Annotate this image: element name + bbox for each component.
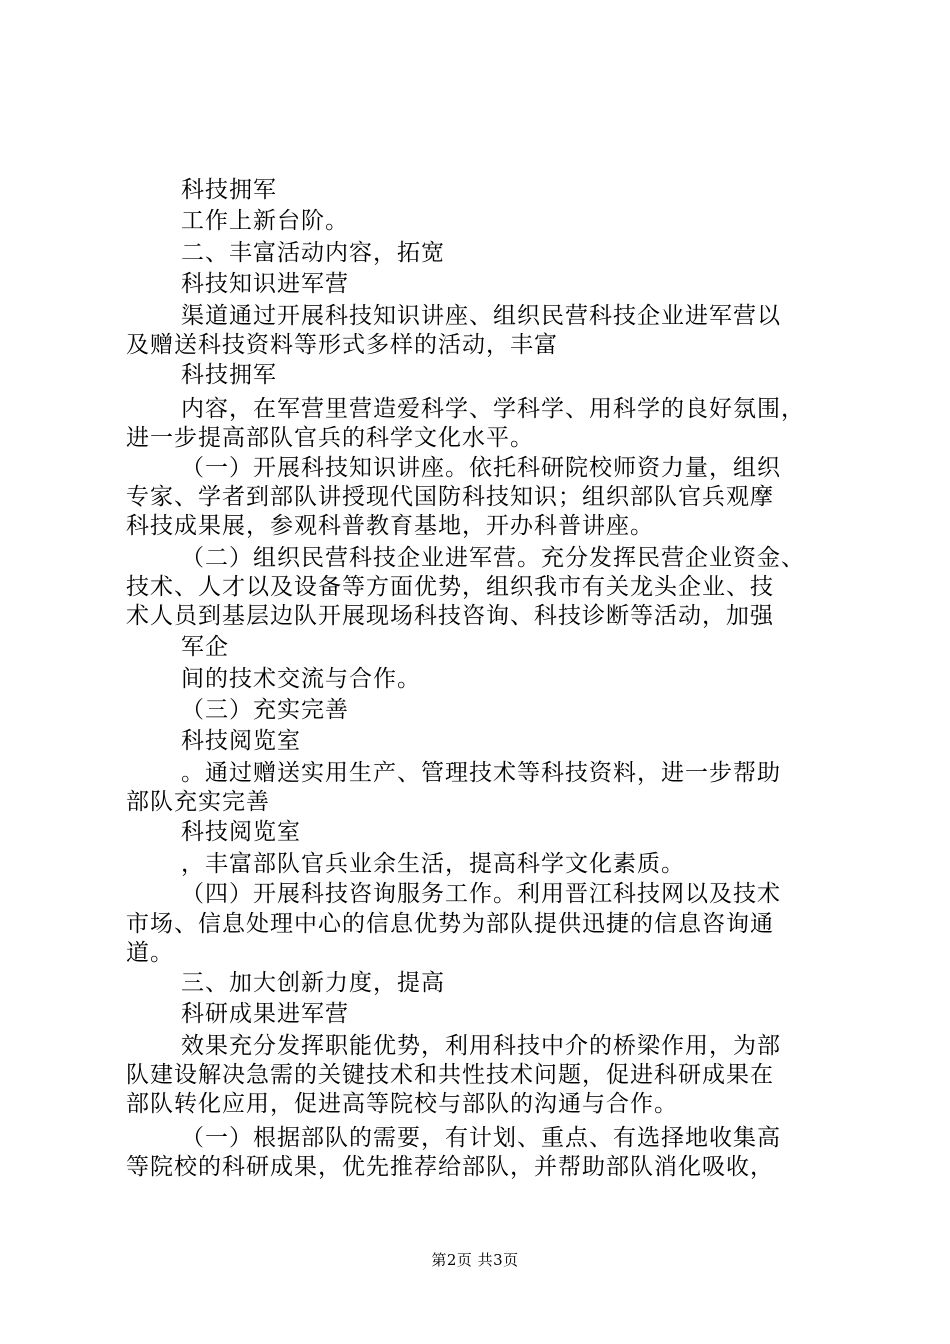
text-line: 效果充分发挥职能优势，利用科技中介的桥梁作用，为部 <box>181 1033 781 1059</box>
text-line: 及赠送科技资料等形式多样的活动，丰富 <box>126 332 558 358</box>
text-line: 科技知识进军营 <box>181 271 349 297</box>
text-line: 工作上新台阶。 <box>181 208 349 234</box>
text-line: 。通过赠送实用生产、管理技术等科技资料，进一步帮助 <box>181 760 781 786</box>
text-line: 科技拥军 <box>181 177 277 203</box>
text-line: （一）开展科技知识讲座。依托科研院校师资力量，组织 <box>181 455 781 481</box>
text-line: 科技阅览室 <box>181 728 301 754</box>
text-line: 市场、信息处理中心的信息优势为部队提供迅捷的信息咨询通 <box>126 911 774 937</box>
text-line: 部队充实完善 <box>126 789 270 815</box>
text-line: 渠道通过开展科技知识讲座、组织民营科技企业进军营以 <box>181 303 781 329</box>
text-line: 科技阅览室 <box>181 819 301 845</box>
text-line: 内容，在军营里营造爱科学、学科学、用科学的良好氛围， <box>181 396 805 422</box>
text-line: 三、加大创新力度，提高 <box>181 970 445 996</box>
text-line: 技术、人才以及设备等方面优势，组织我市有关龙头企业、技 <box>126 574 774 600</box>
page-number: 第2页 共3页 <box>431 1251 519 1269</box>
text-line: 军企 <box>181 634 229 660</box>
text-line: 专家、学者到部队讲授现代国防科技知识；组织部队官兵观摩 <box>126 484 774 510</box>
text-line: 科技成果展，参观科普教育基地，开办科普讲座。 <box>126 513 654 539</box>
text-line: 科技拥军 <box>181 362 277 388</box>
text-line: 科研成果进军营 <box>181 1001 349 1027</box>
text-line: 队建设解决急需的关键技术和共性技术问题，促进科研成果在 <box>126 1062 774 1088</box>
text-line: 等院校的科研成果，优先推荐给部队，并帮助部队消化吸收， <box>126 1154 774 1180</box>
text-line: （一）根据部队的需要，有计划、重点、有选择地收集高 <box>181 1125 781 1151</box>
text-line: ，丰富部队官兵业余生活，提高科学文化素质。 <box>181 851 685 877</box>
text-line: 部队转化应用，促进高等院校与部队的沟通与合作。 <box>126 1091 678 1117</box>
text-line: 术人员到基层边队开展现场科技咨询、科技诊断等活动，加强 <box>126 603 774 629</box>
text-line: （三）充实完善 <box>181 697 349 723</box>
text-line: （二）组织民营科技企业进军营。充分发挥民营企业资金、 <box>181 545 805 571</box>
text-line: 二、丰富活动内容，拓宽 <box>181 240 445 266</box>
text-line: 间的技术交流与合作。 <box>181 666 421 692</box>
text-line: 进一步提高部队官兵的科学文化水平。 <box>126 425 534 451</box>
text-line: 道。 <box>126 940 174 966</box>
text-line: （四）开展科技咨询服务工作。利用晋江科技网以及技术 <box>181 881 781 907</box>
